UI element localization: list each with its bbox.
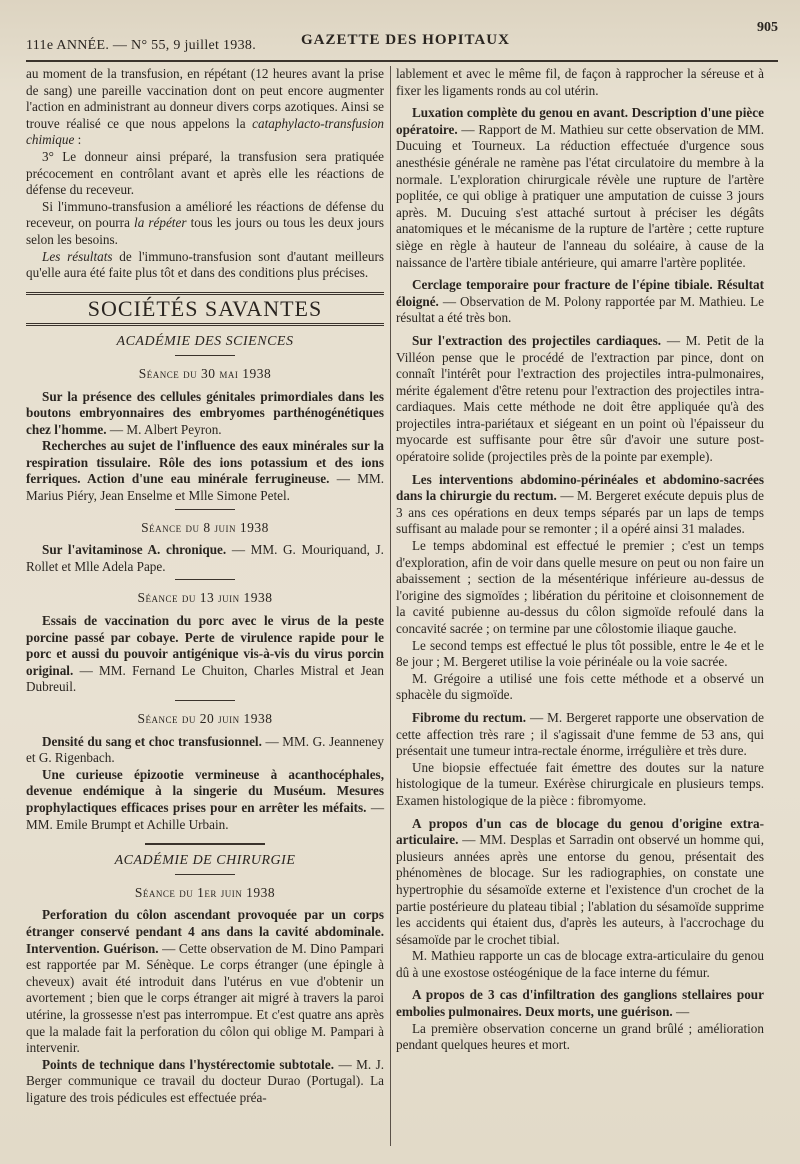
page-number: 905 bbox=[757, 20, 778, 35]
entry: Luxation complète du genou en avant. Description d'une pièce opératoire. — Rapport de M. Mathieu sur cette observation de MM. Ducuing et Tourneux. La réduction effectuée d'urgence sous anesthésie générale ne ramène pas l'état circulatoire du membre à la normale. L'exploration chirurgicale révèle une rupture de l'artère poplitée, ce qui oblige à pratiquer une amputation de cuisse 3 jours après. M. Ducuing s'est attaché surtout à préciser les dégâts anatomiques et le mécanisme de la rupture de l'artère ; cette rupture siège en règle à hauteur de l'anneau du soléaire, à cause de la naissance de l'artère tibiale antérieure, qui amarre l'artère poplitée. bbox=[396, 105, 765, 270]
divider bbox=[175, 509, 235, 510]
divider bbox=[145, 843, 265, 845]
entry: Perforation du côlon ascendant provoquée par un corps étranger conservé pendant 4 ans dans la cavité abdominale. Intervention. Guérison. — Cette observation de M. Dino Pampari est rapportée par M. Sénèque. Le corps étranger (une épingle à cheveux) avait été introduit dans l'utérus en vue d'obtenir un avortement ; bien que le corps étranger ait migré à travers la paroi utérine, la grossesse n'est pas interrompue. Et c'est quatre ans après que la malade fait la perforation du côlon qui oblige M. Pampari à intervenir. bbox=[26, 907, 385, 1056]
entry: Sur la présence des cellules génitales primordiales dans les boutons embryonnaires des embryomes parthénogénétiques chez l'homme. — M. Albert Peyron. bbox=[26, 388, 384, 437]
entry: Densité du sang et choc transfusionnel. — MM. G. Jeanneney et G. Rigenbach. bbox=[26, 733, 384, 766]
header-rule bbox=[26, 60, 778, 62]
journal-title: GAZETTE DES HOPITAUX bbox=[301, 32, 510, 48]
entry: Les interventions abdomino-périnéales et abdomino-sacrées dans la chirurgie du rectum. — M. Bergeret exécute depuis plus de 3 ans ces opérations en deux temps séparés par un laps de temps suffisant au malade pour se remonter ; il a opéré ainsi 31 malades. bbox=[396, 471, 764, 537]
paragraph: La première observation concerne un grand brûlé ; amélioration pendant quelques heures et mort. bbox=[396, 1020, 764, 1053]
entry: Sur l'avitaminose A. chronique. — MM. G. Mouriquand, J. Rollet et Mlle Adela Pape. bbox=[26, 542, 384, 574]
divider bbox=[175, 579, 235, 580]
paragraph: M. Mathieu rapporte un cas de blocage extra-articulaire du genou dû à une exostose ostéogénique de la face interne du fémur. bbox=[396, 948, 764, 980]
entry: Une curieuse épizootie vermineuse à acanthocéphales, devenue endémique à la singerie du Muséum. Mesures prophylactiques efficaces prises pour en arrêter les méfaits. — MM. Emile Brumpt et Achille Urbain. bbox=[26, 766, 384, 832]
divider bbox=[175, 700, 235, 701]
paragraph: au moment de la transfusion, en répétant (12 heures avant la prise de sang) une pareille vaccination dont on peut encore augmenter l'action en administrant au donneur divers corps azotiques. Ainsi se trouve réalisé ce que nous appelons la cataphylacto-transfusion chimique : bbox=[26, 66, 385, 148]
entry: Recherches au sujet de l'influence des eaux minérales sur la respiration tissulaire. Rôle des ions potassium et des ions ferriques. Action d'une eau minérale ferrugineuse. — MM. Marius Piéry, Jean Enselme et Mlle Simone Petel. bbox=[26, 438, 384, 504]
paragraph: Une biopsie effectuée fait émettre des doutes sur la nature histologique de la tumeur. Exérèse chirurgicale en plusieurs temps. Examen histologique de la pièce : fibromyome. bbox=[396, 759, 764, 808]
session-heading: Séance du 30 mai 1938 bbox=[138, 365, 272, 381]
session-heading: Séance du 13 juin 1938 bbox=[137, 590, 273, 606]
divider bbox=[175, 874, 235, 875]
paragraph: Le temps abdominal est effectué le premier ; c'est un temps d'exploration, afin de voir dans quelle mesure on peut ou non faire un abaissement ; section de la mésentérique inférieure au-dessus de l'origine des sigmoïdes ; libération du péritoine et cloisonnement de la cavité pubienne au-dessus du côlon sigmoïde refoulé dans la concavité sacrée ; on termine par une côlostomie iliaque gauche. bbox=[396, 538, 764, 636]
divider bbox=[175, 355, 235, 356]
section-title: SOCIÉTÉS SAVANTES bbox=[26, 292, 384, 327]
column-divider bbox=[390, 66, 391, 1146]
academy-heading: ACADÉMIE DE CHIRURGIE bbox=[114, 853, 296, 869]
issue-line: 111e ANNÉE. — N° 55, 9 juillet 1938. bbox=[26, 38, 257, 53]
paragraph: Les résultats de l'immuno-transfusion sont d'autant meilleurs qu'elle aura été faite plus tôt et dans des conditions plus précises. bbox=[26, 248, 385, 281]
entry: Fibrome du rectum. — M. Bergeret rapporte une observation de cette affection très rare ; il s'agissait d'une femme de 53 ans, qui présentait une tumeur intra-rectale énorme, irrégulière et très dure. bbox=[396, 709, 764, 759]
session-heading: Séance du 20 juin 1938 bbox=[137, 711, 273, 726]
academy-heading: ACADÉMIE DES SCIENCES bbox=[116, 334, 294, 350]
paragraph: 3° Le donneur ainsi préparé, la transfusion sera pratiquée précocement en contrôlant avant et après elle les réactions de défense du receveur. bbox=[26, 148, 384, 198]
paragraph: lablement et avec le même fil, de façon à rapprocher la séreuse et à fixer les ligaments ronds au col utérin. bbox=[396, 66, 764, 98]
entry: A propos de 3 cas d'infiltration des ganglions stellaires pour embolies pulmonaires. Deux morts, une guérison. — bbox=[396, 987, 764, 1020]
left-column bbox=[26, 66, 384, 1106]
entry: Cerclage temporaire pour fracture de l'épine tibiale. Résultat éloigné. — Observation de M. Polony rapportée par M. Mathieu. Le résultat a été très bon. bbox=[396, 277, 764, 326]
session-heading: Séance du 1er juin 1938 bbox=[134, 884, 276, 900]
entry: Points de technique dans l'hystérectomie subtotale. — M. J. Berger communique ce travail du docteur Durao (Portugal). La ligature des trois pédicules est effectuée préa- bbox=[26, 1056, 384, 1105]
entry: A propos d'un cas de blocage du genou d'origine extra-articulaire. — MM. Desplas et Sarradin ont observé un homme qui, plusieurs années après une entorse du genou, présentait des phénomènes de blocage. Sur les radiographies, on constate une hypertrophie du sésamoïde externe et l'existence d'un crochet de la partie postérieure du plateau tibial ; l'ablation du sésamoïde supprime les accidents qui étaient dus, d'après les auteurs, à l'accrochage du sésamoïde par le crochet tibial. bbox=[396, 815, 765, 947]
right-column bbox=[396, 66, 764, 1054]
entry: Sur l'extraction des projectiles cardiaques. — M. Petit de la Villéon pense que le procédé de l'extraction par pince, dont on connaît l'intérêt pour l'extraction des projectiles intra-pulmonaires, mérite également d'être retenu pour l'extraction des projectiles intra-cardiaques. Mais cette méthode ne doit être appliquée qu'à des projectiles intra-pariétaux et siégeant en un point où l'épaisseur du myocarde est suffisante pour être sûr d'avoir une suture post-opératoire solide (projectiles près de la pointe par exemple). bbox=[396, 332, 765, 465]
page-header bbox=[26, 14, 778, 58]
session-heading: Séance du 8 juin 1938 bbox=[141, 519, 269, 535]
paragraph: Si l'immuno-transfusion a amélioré les réactions de défense du receveur, on pourra la répéter tous les jours ou tous les deux jours selon les besoins. bbox=[26, 198, 385, 247]
paragraph: Le second temps est effectué le plus tôt possible, entre le 4e et le 8e jour ; M. Bergeret utilise la voie périnéale ou la voie sacrée. bbox=[396, 637, 764, 670]
entry: Essais de vaccination du porc avec le virus de la peste porcine passé par cobaye. Perte de virulence rapide pour le porc et aussi du pouvoir antigénique vis-à-vis du virus porcin original. — MM. Fernand Le Chuiton, Charles Mistral et Jean Dubreuil. bbox=[26, 613, 385, 695]
paragraph: M. Grégoire a utilisé une fois cette méthode et a observé un sphacèle du sigmoïde. bbox=[396, 670, 764, 703]
